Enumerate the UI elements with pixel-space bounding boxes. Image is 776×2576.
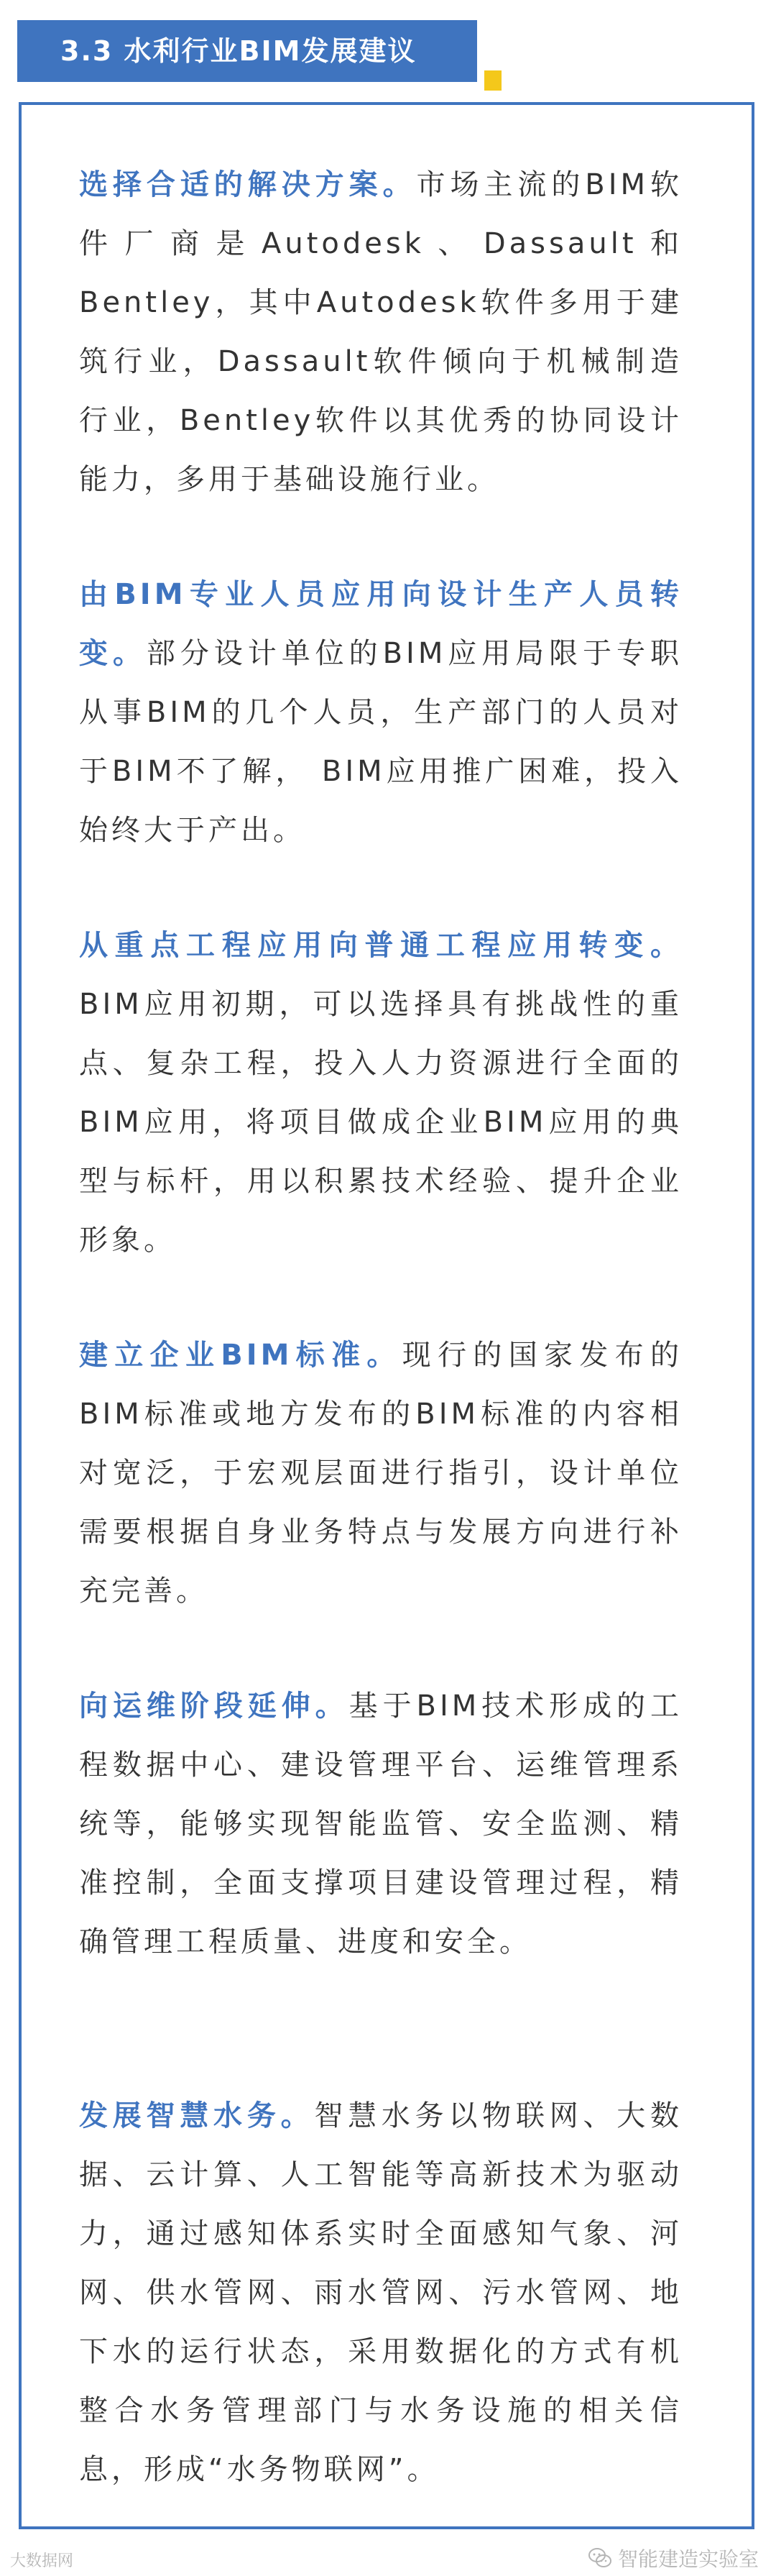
- paragraph-body: 市场主流的BIM软件厂商是Autodesk、Dassault和Bentley，其中Autodesk软件多用于建筑行业，Dassault软件倾向于机械制造行业，Bentley软件以其优秀的协同设计能力，多用于基础设施行业。: [79, 168, 683, 496]
- paragraph-smart-water: [79, 2086, 683, 2499]
- paragraph-lead: 由BIM专业人员应用向设计生产人员转变。: [79, 578, 683, 670]
- paragraph-projects: [79, 916, 683, 1270]
- header-bar: [17, 20, 477, 82]
- paragraph-body: 基于BIM技术形成的工程数据中心、建设管理平台、运维管理系统等，能够实现智能监管、安全监测、精准控制，全面支撑项目建设管理过程，精确管理工程质量、进度和安全。: [79, 1690, 683, 1958]
- section-title: 3.3 水利行业BIM发展建议: [60, 35, 417, 67]
- paragraph-body: BIM应用初期，可以选择具有挑战性的重点、复杂工程，投入人力资源进行全面的BIM应用，将项目做成企业BIM应用的典型与标杆，用以积累技术经验、提升企业形象。: [79, 988, 683, 1257]
- right-watermark: [588, 2544, 759, 2572]
- paragraph-lead: 选择合适的解决方案。: [79, 168, 417, 201]
- paragraph-lead: 向运维阶段延伸。: [79, 1690, 349, 1723]
- right-watermark-text: 智能建造实验室: [617, 2547, 759, 2571]
- left-watermark: 大数据网: [10, 2552, 74, 2570]
- paragraph-personnel: [79, 565, 683, 860]
- section-header: [17, 20, 500, 91]
- paragraph-body: 现行的国家发布的BIM标准或地方发布的BIM标准的内容相对宽泛，于宏观层面进行指引，设计单位需要根据自身业务特点与发展方向进行补充完善。: [79, 1339, 683, 1608]
- header-accent-square: [484, 70, 502, 91]
- paragraph-lead: 建立企业BIM标准。: [79, 1339, 402, 1372]
- paragraph-lead: 发展智慧水务。: [79, 2099, 315, 2132]
- paragraph-body: 智慧水务以物联网、大数据、云计算、人工智能等高新技术为驱动力，通过感知体系实时全面感知气象、河网、供水管网、雨水管网、污水管网、地下水的运行状态，采用数据化的方式有机整合水务管理部门与水务设施的相关信息，形成“水务物联网”。: [79, 2099, 683, 2486]
- wechat-icon: [588, 2546, 612, 2570]
- paragraph-operations: [79, 1677, 683, 1971]
- paragraph-standards: [79, 1326, 683, 1621]
- paragraph-solution: [79, 155, 683, 509]
- paragraph-lead: 从重点工程应用向普通工程应用转变。: [79, 929, 683, 962]
- paragraph-body: 部分设计单位的BIM应用局限于专职从事BIM的几个人员，生产部门的人员对于BIM不了解， BIM应用推广困难，投入始终大于产出。: [79, 637, 683, 847]
